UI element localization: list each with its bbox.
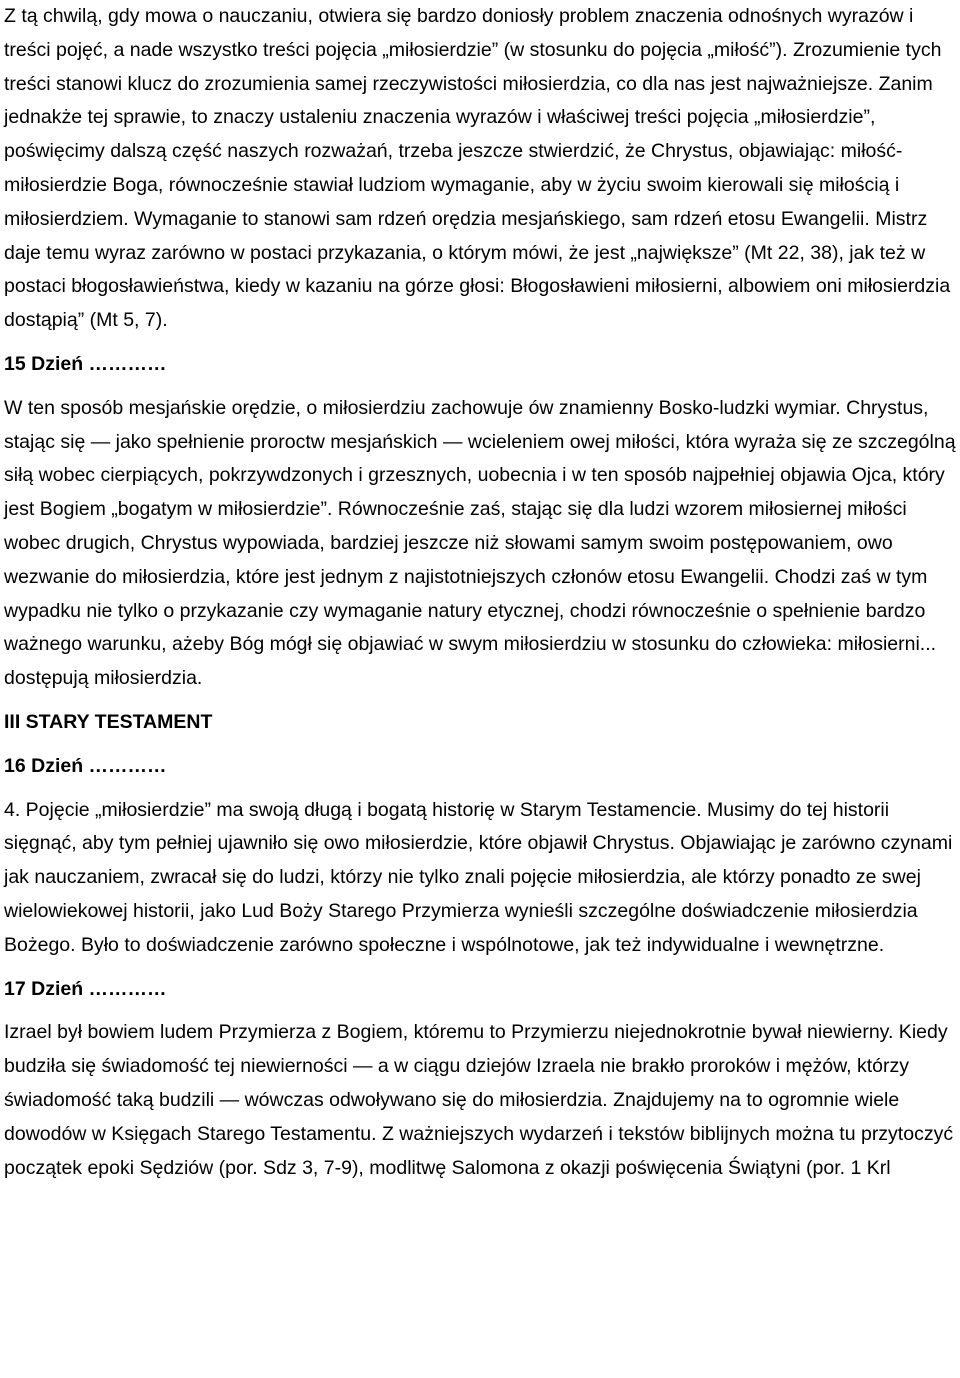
heading-day-17: 17 Dzień ………… (4, 977, 167, 1000)
paragraph-concept-history: 4. Pojęcie „miłosierdzie” ma swoją długą i bogatą historię w Starym Testamencie. Musimy do tej historii sięgnąć, aby tym pełniej ujawniło się owo miłosierdzie, które objawił Chrystus. Objawiając je zarówno czynami jak nauczaniem, zwracał się do ludzi, którzy nie tylko znali pojęcie miłosierdzia, ale którzy ponadto ze swej wielowiekowej historii, jako Lud Boży Starego Przymierza wynieśli szczególne doświadczenie miłosierdzia Bożego. Było to doświadczenie zarówno społeczne i wspólnotowe, jak też indywidualne i wewnętrzne. (4, 798, 953, 956)
paragraph-messianic-message: W ten sposób mesjańskie orędzie, o miłosierdziu zachowuje ów znamienny Bosko-ludzki wymiar. Chrystus, stając się — jako spełnienie proroctw mesjańskich — wcieleniem owej miłości, która wyraża się ze szczególną siłą wobec cierpiących, pokrzywdzonych i grzesznych, uobecnia i w ten sposób najpełniej objawia Ojca, który jest Bogiem „bogatym w miłosierdzie”. Równocześnie zaś, stając się dla ludzi wzorem miłosiernej miłości wobec drugich, Chrystus wypowiada, bardziej jeszcze niż słowami samym swoim postępowaniem, owo wezwanie do miłosierdzia, które jest jednym z najistotniejszych członów etosu Ewangelii. Chodzi zaś w tym wypadku nie tylko o przykazanie czy wymaganie natury etycznej, chodzi równocześnie o spełnienie bardzo ważnego warunku, ażeby Bóg mógł się objawiać w swym miłosierdziu w stosunku do człowieka: miłosierni... dostępują miłosierdzia. (4, 396, 956, 690)
document-page (4, 0, 958, 1185)
paragraph-israel-covenant: Izrael był bowiem ludem Przymierza z Bogiem, któremu to Przymierzu niejednokrotnie bywał niewierny. Kiedy budziła się świadomość tej niewierności — a w ciągu dziejów Izraela nie brakło proroków i mężów, którzy świadomość taką budzili — wówczas odwoływano się do miłosierdzia. Znajdujemy na to ogromnie wiele dowodów w Księgach Starego Testamentu. Z ważniejszych wydarzeń i tekstów biblijnych można tu przytoczyć początek epoki Sędziów (por. Sdz 3, 7-9), modlitwę Salomona z okazji poświęcenia Świątyni (por. 1 Krl (4, 1021, 954, 1179)
heading-old-testament: III STARY TESTAMENT (4, 710, 213, 733)
heading-day-15: 15 Dzień ………… (4, 352, 167, 375)
paragraph-mercy-teaching: Z tą chwilą, gdy mowa o nauczaniu, otwiera się bardzo doniosły problem znaczenia odnośnych wyrazów i treści pojęć, a nade wszystko treści pojęcia „miłosierdzie” (w stosunku do pojęcia „miłość”). Zrozumienie tych treści stanowi klucz do zrozumienia samej rzeczywistości miłosierdzia, co dla nas jest najważniejsze. Zanim jednakże tej sprawie, to znaczy ustaleniu znaczenia wyrazów i właściwej treści pojęcia „miłosierdzie”, poświęcimy dalszą część naszych rozważań, trzeba jeszcze stwierdzić, że Chrystus, objawiając: miłość-miłosierdzie Boga, równocześnie stawiał ludziom wymaganie, aby w życiu swoim kierowali się miłością i miłosierdziem. Wymaganie to stanowi sam rdzeń orędzia mesjańskiego, sam rdzeń etosu Ewangelii. Mistrz daje temu wyraz zarówno w postaci przykazania, o którym mówi, że jest „największe” (Mt 22, 38), jak też w postaci błogosławieństwa, kiedy w kazaniu na górze głosi: Błogosławieni miłosierni, albowiem oni miłosierdzia dostąpią” (Mt 5, 7). (4, 5, 951, 332)
heading-day-16: 16 Dzień ………… (4, 754, 167, 777)
